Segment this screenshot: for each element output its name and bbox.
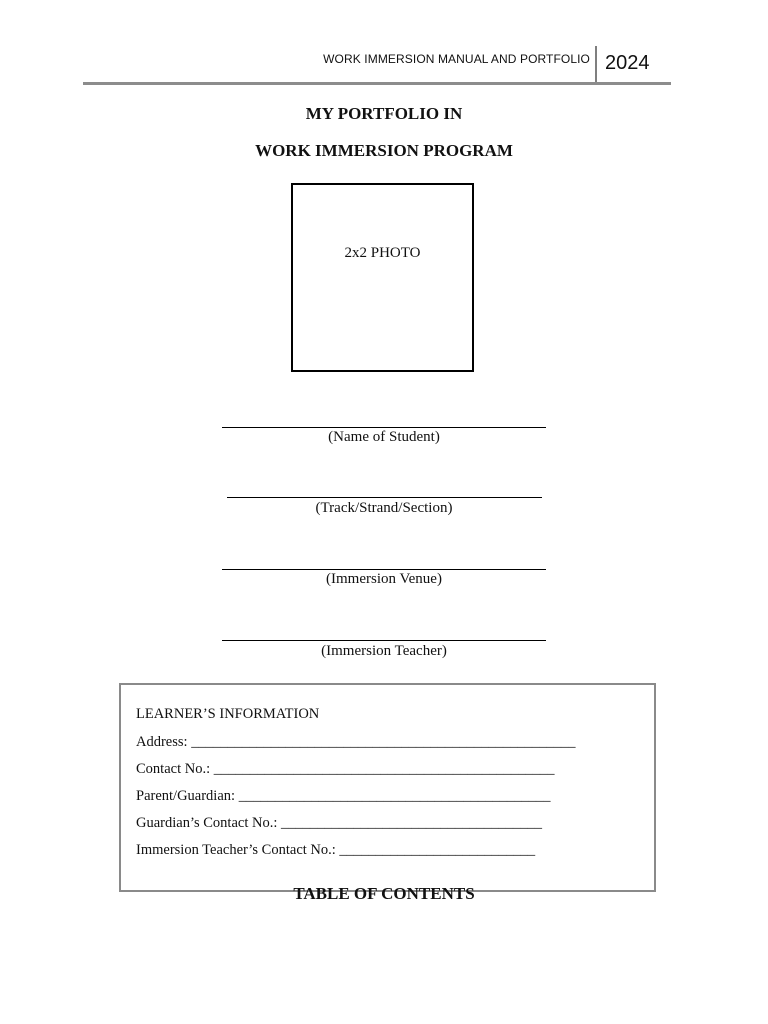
teacher-contact-blank[interactable]: ___________________________ (339, 842, 536, 858)
page-title-line-2: WORK IMMERSION PROGRAM (255, 141, 513, 160)
header-title: WORK IMMERSION MANUAL AND PORTFOLIO (323, 52, 590, 66)
header-divider (595, 46, 597, 84)
table-of-contents-title: TABLE OF CONTENTS (293, 884, 475, 903)
learner-information-box (119, 683, 656, 892)
header-year: 2024 (605, 52, 650, 74)
contact-no-label: Contact No.: (136, 761, 211, 777)
immersion-venue-line[interactable] (222, 569, 546, 570)
student-name-caption: (Name of Student) (328, 429, 440, 445)
address-label: Address: (136, 734, 188, 750)
photo-placeholder[interactable] (291, 183, 474, 372)
guardian-contact-blank[interactable]: ____________________________________ (280, 815, 542, 831)
page-title-line-1: MY PORTFOLIO IN (305, 104, 463, 123)
immersion-venue-caption: (Immersion Venue) (326, 571, 442, 587)
guardian-contact-field[interactable] (136, 815, 542, 832)
immersion-teacher-line[interactable] (222, 640, 546, 641)
track-strand-section-line[interactable] (227, 497, 542, 498)
student-name-line[interactable] (222, 427, 546, 428)
track-strand-section-caption: (Track/Strand/Section) (315, 500, 453, 516)
contact-no-blank[interactable]: _______________________________________________ (213, 761, 555, 777)
teacher-contact-label: Immersion Teacher’s Contact No.: (136, 842, 336, 858)
header-rule (83, 82, 671, 85)
guardian-contact-label: Guardian’s Contact No.: (136, 815, 278, 831)
contact-no-field[interactable] (136, 761, 554, 778)
parent-guardian-label: Parent/Guardian: (136, 788, 236, 804)
immersion-teacher-caption: (Immersion Teacher) (321, 643, 447, 659)
teacher-contact-field[interactable] (136, 842, 535, 859)
address-blank[interactable]: _____________________________________________________ (191, 734, 576, 750)
photo-label: 2x2 PHOTO (344, 245, 421, 261)
address-field[interactable] (136, 734, 575, 751)
learner-information-heading: LEARNER’S INFORMATION (136, 706, 320, 722)
parent-guardian-field[interactable] (136, 788, 550, 805)
parent-guardian-blank[interactable]: ___________________________________________ (238, 788, 551, 804)
